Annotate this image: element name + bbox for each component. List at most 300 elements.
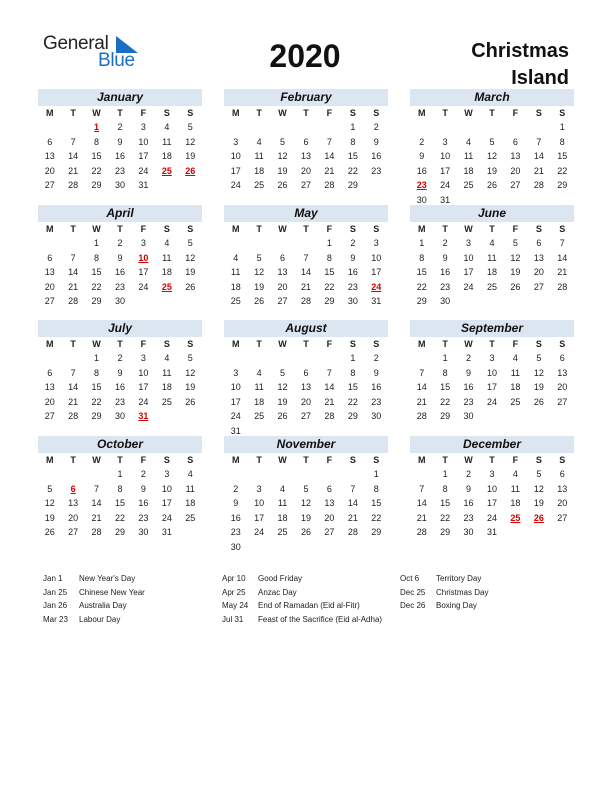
day-cell: 24 — [486, 512, 497, 523]
day-cell: 24 — [138, 281, 149, 292]
day-cell: 23 — [440, 281, 451, 292]
weekday-label: T — [442, 339, 448, 349]
weekday-label: T — [489, 339, 495, 349]
empty-day-cell — [318, 467, 341, 482]
day-cell: 28 — [68, 296, 79, 306]
weekday-label: S — [163, 455, 170, 465]
week-row — [38, 351, 202, 366]
week-row — [410, 251, 574, 266]
weekday-label: F — [326, 224, 333, 234]
holiday-day-cell: 25 — [161, 281, 172, 292]
empty-day-cell — [294, 467, 317, 482]
week-row — [224, 409, 388, 424]
weekday-label: S — [559, 224, 566, 234]
day-cell: 17 — [161, 498, 172, 508]
day-cell: 28 — [324, 411, 335, 421]
day-cell: 10 — [486, 483, 497, 494]
day-cell: 29 — [440, 527, 451, 537]
day-cell: 16 — [138, 498, 149, 508]
day-cell: 7 — [419, 483, 425, 494]
week-row — [224, 511, 388, 526]
day-cell: 8 — [559, 136, 565, 147]
day-cell: 10 — [440, 151, 451, 161]
day-cell: 21 — [416, 396, 427, 407]
day-cell: 6 — [47, 136, 53, 147]
empty-day-cell — [410, 351, 433, 366]
day-cell: 7 — [559, 238, 565, 248]
day-cell: 22 — [91, 396, 102, 407]
week-row — [224, 251, 388, 266]
week-row — [410, 409, 574, 424]
day-cell: 29 — [91, 411, 102, 421]
week-row — [38, 280, 202, 295]
day-cell: 18 — [510, 498, 521, 508]
day-cell: 1 — [442, 469, 448, 479]
day-cell: 29 — [416, 296, 427, 306]
day-cell: 24 — [486, 396, 497, 407]
day-cell: 25 — [486, 281, 497, 292]
holiday-date: Dec 25 — [400, 587, 426, 597]
empty-day-cell — [61, 236, 84, 251]
day-cell: 17 — [138, 267, 149, 277]
day-cell: 4 — [256, 136, 262, 147]
weekday-label: S — [349, 455, 356, 465]
day-cell: 23 — [347, 281, 358, 292]
day-cell: 10 — [138, 367, 149, 378]
day-cell: 3 — [373, 238, 379, 248]
holiday-name: Chinese New Year — [79, 587, 145, 597]
day-cell: 17 — [463, 267, 474, 277]
weekday-label: M — [45, 339, 54, 349]
week-row — [224, 540, 388, 555]
day-cell: 13 — [324, 498, 335, 508]
week-row — [410, 265, 574, 280]
empty-day-cell — [247, 120, 270, 135]
day-cell: 8 — [94, 367, 100, 378]
day-cell: 12 — [185, 252, 196, 263]
day-cell: 8 — [350, 367, 356, 378]
weekday-label: S — [535, 455, 542, 465]
day-cell: 1 — [94, 238, 100, 248]
day-cell: 9 — [140, 483, 146, 494]
holiday-date: Jul 31 — [222, 614, 244, 624]
day-cell: 1 — [559, 122, 565, 132]
holiday-name: Territory Day — [436, 574, 482, 583]
day-cell: 19 — [185, 267, 196, 277]
day-cell: 14 — [557, 252, 568, 263]
day-cell: 12 — [510, 252, 521, 263]
day-cell: 6 — [326, 483, 332, 494]
day-cell: 24 — [254, 527, 265, 537]
weekday-label: T — [489, 108, 495, 118]
day-cell: 10 — [486, 367, 497, 378]
empty-day-cell — [224, 351, 247, 366]
day-cell: 17 — [254, 512, 265, 523]
day-cell: 29 — [347, 411, 358, 421]
day-cell: 3 — [140, 122, 146, 132]
empty-day-cell — [247, 351, 270, 366]
day-cell: 1 — [117, 469, 123, 479]
weekday-label: F — [140, 108, 147, 118]
empty-day-cell — [457, 120, 480, 135]
day-cell: 22 — [91, 281, 102, 292]
day-cell: 31 — [138, 180, 149, 190]
day-cell: 20 — [510, 165, 521, 176]
week-row — [38, 120, 202, 135]
week-row — [224, 236, 388, 251]
empty-day-cell — [247, 467, 270, 482]
day-cell: 28 — [347, 527, 358, 537]
weekday-label: S — [373, 108, 380, 118]
day-cell: 4 — [164, 238, 170, 248]
day-cell: 1 — [373, 469, 379, 479]
month-july — [38, 320, 202, 424]
holiday-name: Christmas Day — [436, 587, 489, 597]
day-cell: 20 — [533, 267, 544, 277]
day-cell: 11 — [510, 483, 521, 494]
day-cell: 27 — [557, 512, 568, 523]
day-cell: 21 — [324, 165, 335, 176]
weekday-label: F — [140, 339, 147, 349]
weekday-label: M — [417, 339, 426, 349]
day-cell: 2 — [373, 353, 379, 363]
day-cell: 26 — [254, 296, 265, 306]
month-september — [410, 320, 574, 424]
day-cell: 10 — [371, 252, 382, 263]
month-title: August — [224, 320, 388, 337]
day-cell: 7 — [326, 367, 332, 378]
country-name-line2: Island — [511, 67, 569, 89]
day-cell: 26 — [185, 281, 196, 292]
holiday-date: May 24 — [222, 601, 249, 610]
day-cell: 1 — [350, 122, 356, 132]
day-cell: 31 — [440, 194, 451, 205]
day-cell: 3 — [489, 353, 495, 363]
day-cell: 21 — [300, 281, 311, 292]
day-cell: 22 — [347, 396, 358, 407]
day-cell: 26 — [300, 527, 311, 537]
day-cell: 15 — [416, 267, 427, 277]
empty-day-cell — [410, 467, 433, 482]
week-row — [410, 135, 574, 150]
day-cell: 14 — [416, 382, 427, 392]
day-cell: 12 — [533, 367, 544, 378]
day-cell: 20 — [68, 512, 79, 523]
day-cell: 12 — [533, 483, 544, 494]
holiday-date: Dec 26 — [400, 601, 426, 610]
day-cell: 14 — [416, 498, 427, 508]
day-cell: 10 — [463, 252, 474, 263]
day-cell: 21 — [68, 396, 79, 407]
day-cell: 9 — [350, 252, 356, 263]
weekday-label: S — [373, 224, 380, 234]
holiday-date: Apr 25 — [222, 587, 246, 597]
day-cell: 6 — [512, 136, 518, 147]
weekday-label: M — [45, 455, 54, 465]
day-cell: 7 — [303, 252, 309, 263]
week-row — [38, 164, 202, 179]
month-title: January — [38, 89, 202, 106]
empty-day-cell — [224, 467, 247, 482]
weekday-label: S — [373, 455, 380, 465]
weekday-label: T — [303, 224, 309, 234]
day-cell: 3 — [442, 136, 448, 147]
holiday-item — [400, 572, 488, 586]
day-cell: 12 — [300, 498, 311, 508]
day-cell: 17 — [138, 382, 149, 392]
day-cell: 27 — [533, 281, 544, 292]
empty-day-cell — [294, 351, 317, 366]
week-row — [410, 511, 574, 526]
day-cell: 9 — [117, 252, 123, 263]
day-cell: 13 — [68, 498, 79, 508]
holiday-name: Good Friday — [258, 574, 303, 583]
day-cell: 31 — [486, 527, 497, 537]
empty-day-cell — [38, 236, 61, 251]
day-cell: 29 — [91, 180, 102, 190]
day-cell: 26 — [533, 396, 544, 407]
day-cell: 21 — [324, 396, 335, 407]
day-cell: 8 — [326, 252, 332, 263]
empty-day-cell — [155, 294, 178, 309]
day-cell: 20 — [557, 498, 568, 508]
empty-day-cell — [294, 120, 317, 135]
holiday-item — [43, 613, 145, 627]
holiday-day-cell: 25 — [161, 165, 172, 176]
day-cell: 27 — [300, 180, 311, 190]
holiday-item — [43, 586, 145, 600]
day-cell: 16 — [416, 165, 427, 176]
weekday-label: M — [417, 224, 426, 234]
empty-day-cell — [318, 351, 341, 366]
weekday-label: F — [512, 455, 519, 465]
day-cell: 26 — [277, 411, 288, 421]
day-cell: 20 — [44, 165, 55, 176]
holiday-name: New Year's Day — [79, 574, 136, 583]
day-cell: 5 — [187, 238, 193, 248]
weekday-label: F — [512, 108, 519, 118]
day-cell: 19 — [533, 382, 544, 392]
month-december — [410, 436, 574, 540]
day-cell: 17 — [230, 165, 241, 176]
holiday-item — [43, 572, 145, 586]
holiday-name: End of Ramadan (Eid al-Fitr) — [258, 601, 360, 610]
week-row — [410, 482, 574, 497]
day-cell: 12 — [185, 367, 196, 378]
day-cell: 16 — [114, 382, 125, 392]
day-cell: 7 — [70, 136, 76, 147]
month-title: February — [224, 89, 388, 106]
empty-day-cell — [504, 120, 527, 135]
week-row — [224, 496, 388, 511]
weekday-header-row — [410, 337, 574, 351]
holiday-day-cell: 26 — [533, 512, 544, 523]
logo-word-general: General — [43, 33, 109, 54]
day-cell: 10 — [254, 498, 265, 508]
day-cell: 21 — [557, 267, 568, 277]
day-cell: 7 — [326, 136, 332, 147]
day-cell: 28 — [324, 180, 335, 190]
weekday-label: T — [489, 455, 495, 465]
week-row — [410, 294, 574, 309]
day-cell: 6 — [280, 252, 286, 263]
day-cell: 8 — [442, 367, 448, 378]
week-row — [224, 482, 388, 497]
day-cell: 4 — [489, 238, 495, 248]
day-cell: 5 — [536, 353, 542, 363]
weekday-label: W — [92, 339, 101, 349]
day-cell: 31 — [371, 296, 382, 306]
day-cell: 29 — [440, 411, 451, 421]
month-title: September — [410, 320, 574, 337]
empty-day-cell — [433, 120, 456, 135]
day-cell: 14 — [324, 382, 335, 392]
weekday-label: S — [349, 224, 356, 234]
day-cell: 13 — [557, 483, 568, 494]
week-row — [224, 380, 388, 395]
day-cell: 6 — [303, 136, 309, 147]
weekday-label: T — [256, 455, 262, 465]
day-cell: 22 — [91, 165, 102, 176]
day-cell: 7 — [70, 367, 76, 378]
weekday-label: W — [464, 224, 473, 234]
day-cell: 27 — [557, 396, 568, 407]
day-cell: 7 — [70, 252, 76, 263]
day-cell: 21 — [68, 165, 79, 176]
day-cell: 24 — [230, 180, 241, 190]
day-cell: 22 — [371, 512, 382, 523]
day-cell: 24 — [463, 281, 474, 292]
day-cell: 19 — [185, 382, 196, 392]
weekday-label: S — [163, 108, 170, 118]
day-cell: 20 — [557, 382, 568, 392]
day-cell: 25 — [254, 411, 265, 421]
weekday-label: W — [92, 224, 101, 234]
day-cell: 29 — [324, 296, 335, 306]
weekday-label: M — [231, 455, 240, 465]
day-cell: 20 — [324, 512, 335, 523]
weekday-label: W — [278, 224, 287, 234]
day-cell: 14 — [300, 267, 311, 277]
day-cell: 18 — [161, 151, 172, 161]
day-cell: 29 — [371, 527, 382, 537]
weekday-header-row — [38, 106, 202, 120]
weekday-label: T — [117, 224, 123, 234]
day-cell: 29 — [347, 180, 358, 190]
day-cell: 25 — [510, 396, 521, 407]
week-row — [224, 149, 388, 164]
week-row — [38, 380, 202, 395]
day-cell: 15 — [91, 267, 102, 277]
day-cell: 12 — [44, 498, 55, 508]
day-cell: 13 — [300, 151, 311, 161]
week-row — [410, 164, 574, 179]
weekday-label: S — [187, 224, 194, 234]
week-row — [38, 236, 202, 251]
day-cell: 6 — [559, 353, 565, 363]
empty-day-cell — [271, 351, 294, 366]
day-cell: 17 — [230, 396, 241, 407]
day-cell: 16 — [230, 512, 241, 523]
holiday-column — [222, 572, 382, 626]
day-cell: 3 — [489, 469, 495, 479]
holiday-column — [43, 572, 145, 626]
week-row — [38, 525, 202, 540]
day-cell: 3 — [466, 238, 472, 248]
day-cell: 15 — [114, 498, 125, 508]
holiday-day-cell: 25 — [510, 512, 521, 523]
day-cell: 15 — [347, 382, 358, 392]
week-row — [224, 280, 388, 295]
day-cell: 11 — [463, 151, 474, 161]
day-cell: 15 — [324, 267, 335, 277]
day-cell: 16 — [371, 382, 382, 392]
weekday-label: T — [442, 455, 448, 465]
day-cell: 15 — [91, 151, 102, 161]
holiday-column — [400, 572, 488, 613]
empty-day-cell — [132, 294, 155, 309]
day-cell: 11 — [487, 252, 497, 263]
empty-day-cell — [318, 120, 341, 135]
day-cell: 5 — [280, 367, 286, 378]
day-cell: 18 — [510, 382, 521, 392]
weekday-label: T — [303, 339, 309, 349]
empty-day-cell — [551, 294, 574, 309]
day-cell: 19 — [44, 512, 55, 523]
day-cell: 10 — [138, 136, 149, 147]
day-cell: 28 — [300, 296, 311, 306]
month-title: December — [410, 436, 574, 453]
day-cell: 25 — [463, 180, 474, 190]
day-cell: 20 — [277, 281, 288, 292]
weekday-label: W — [278, 339, 287, 349]
day-cell: 23 — [371, 165, 382, 176]
week-row — [224, 395, 388, 410]
day-cell: 26 — [185, 396, 196, 407]
day-cell: 30 — [463, 527, 474, 537]
day-cell: 7 — [419, 367, 425, 378]
day-cell: 16 — [371, 151, 382, 161]
day-cell: 11 — [231, 267, 241, 277]
day-cell: 15 — [91, 382, 102, 392]
empty-day-cell — [294, 236, 317, 251]
day-cell: 14 — [91, 498, 102, 508]
empty-day-cell — [410, 120, 433, 135]
day-cell: 10 — [230, 151, 241, 161]
day-cell: 8 — [419, 252, 425, 263]
weekday-header-row — [224, 453, 388, 467]
day-cell: 3 — [140, 353, 146, 363]
week-row — [410, 380, 574, 395]
holiday-day-cell: 26 — [185, 165, 196, 176]
day-cell: 17 — [440, 165, 451, 176]
day-cell: 16 — [114, 267, 125, 277]
week-row — [38, 251, 202, 266]
day-cell: 13 — [277, 267, 288, 277]
week-row — [38, 149, 202, 164]
week-row — [410, 149, 574, 164]
logo — [43, 33, 143, 73]
weekday-label: W — [464, 339, 473, 349]
week-row — [224, 294, 388, 309]
day-cell: 15 — [371, 498, 382, 508]
weekday-label: S — [349, 339, 356, 349]
day-cell: 5 — [47, 483, 53, 494]
day-cell: 19 — [254, 281, 265, 292]
empty-day-cell — [457, 294, 480, 309]
day-cell: 1 — [442, 353, 448, 363]
week-row — [410, 120, 574, 135]
